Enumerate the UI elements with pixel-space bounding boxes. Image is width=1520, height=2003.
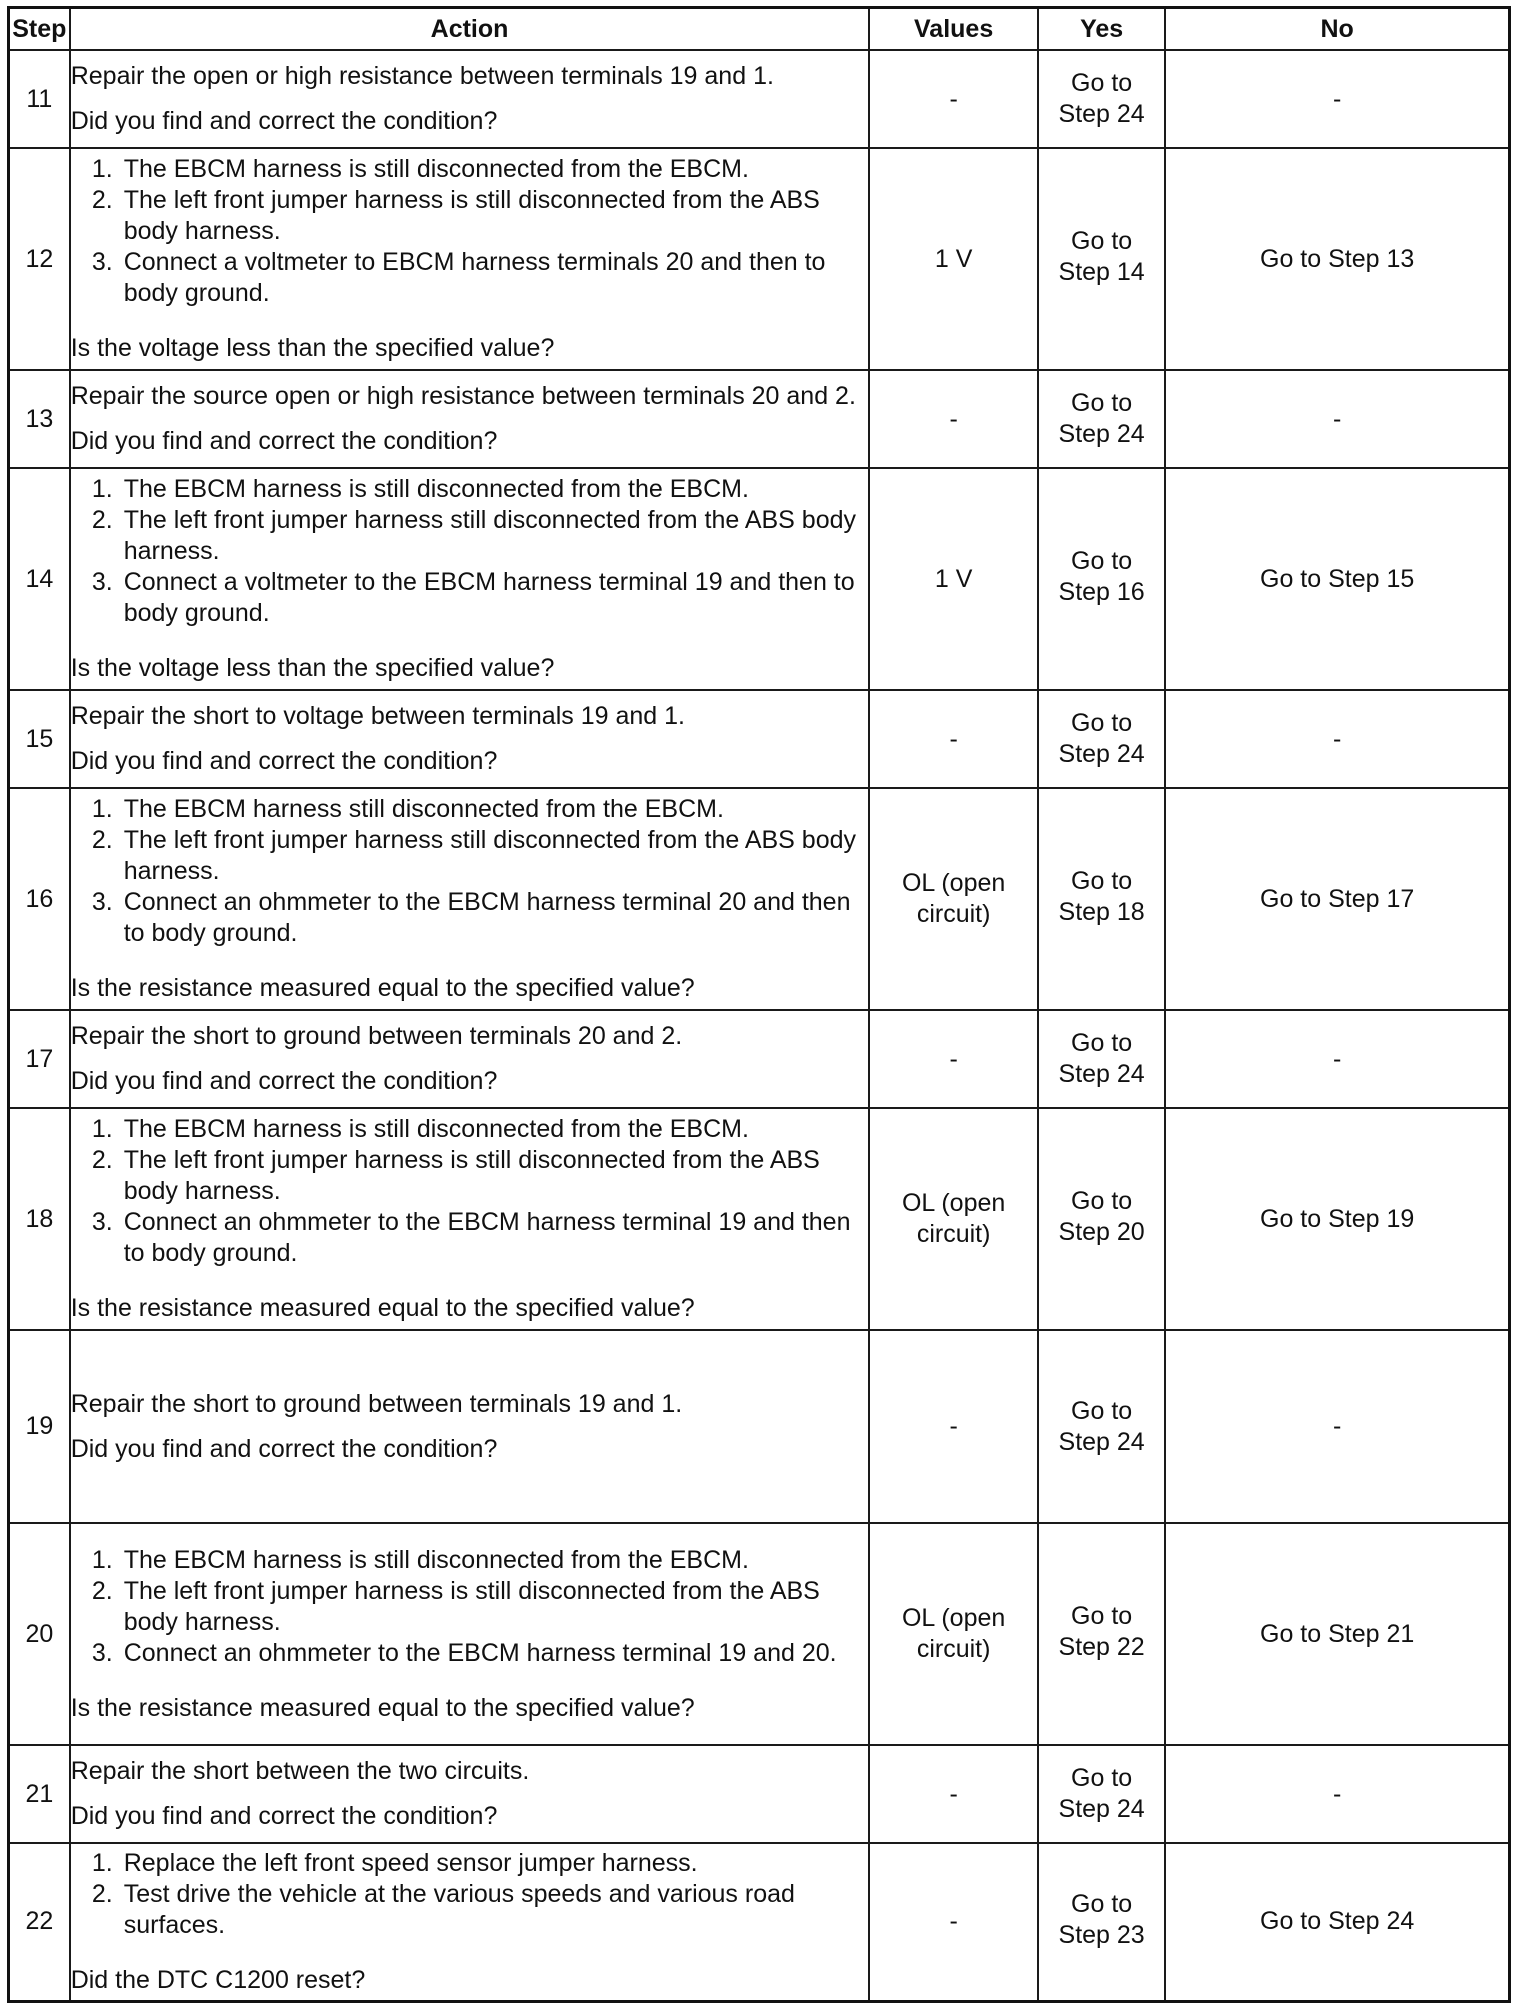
action-step-item: 2. The left front jumper harness is still disconnected from the ABS body harness. (120, 1576, 869, 1638)
action-steps-list (71, 474, 869, 629)
action-cell (70, 1523, 870, 1745)
table-row (9, 690, 1510, 788)
yes-cell: Go to Step 24 (1038, 1745, 1165, 1843)
repair-instruction: Repair the short between the two circuits. (70, 1757, 530, 1785)
action-cell (70, 1330, 870, 1523)
yes-cell: Go to Step 18 (1038, 788, 1165, 1010)
action-question: Is the voltage less than the specified value? (70, 334, 555, 362)
step-number: 21 (9, 1745, 70, 1843)
action-cell (70, 1843, 870, 2001)
yes-cell: Go to Step 24 (1038, 690, 1165, 788)
yes-cell: Go to Step 22 (1038, 1523, 1165, 1745)
value-cell: - (869, 1010, 1038, 1108)
action-question: Did you find and correct the condition? (70, 427, 498, 455)
value-cell: OL (open circuit) (869, 1108, 1038, 1330)
table-row (9, 50, 1510, 148)
value-cell: - (869, 1330, 1038, 1523)
no-cell: - (1165, 1745, 1509, 1843)
step-number: 13 (9, 370, 70, 468)
value-cell: - (869, 50, 1038, 148)
action-steps-list (71, 154, 869, 309)
action-step-item: 2. Test drive the vehicle at the various speeds and various road surfaces. (120, 1879, 869, 1941)
table-row (9, 1108, 1510, 1330)
action-question: Did you find and correct the condition? (70, 1434, 498, 1463)
action-cell (70, 1010, 870, 1108)
value-cell: - (869, 690, 1038, 788)
header-no: No (1165, 8, 1509, 51)
action-steps-list (71, 1114, 869, 1269)
step-number: 20 (9, 1523, 70, 1745)
step-number: 17 (9, 1010, 70, 1108)
step-number: 18 (9, 1108, 70, 1330)
repair-instruction: Repair the short to ground between terminals 20 and 2. (70, 1022, 683, 1050)
action-question: Is the resistance measured equal to the specified value? (70, 1693, 695, 1722)
table-row (9, 148, 1510, 370)
action-step-item: 1. The EBCM harness is still disconnected from the EBCM. (120, 154, 869, 185)
yes-cell: Go to Step 24 (1038, 50, 1165, 148)
table-row (9, 370, 1510, 468)
value-cell: OL (open circuit) (869, 1523, 1038, 1745)
action-question: Did you find and correct the condition? (70, 107, 498, 135)
action-question: Did you find and correct the condition? (70, 747, 498, 775)
yes-cell: Go to Step 23 (1038, 1843, 1165, 2001)
action-step-item: 1. The EBCM harness is still disconnected from the EBCM. (120, 1545, 869, 1576)
action-steps-list (71, 1848, 869, 1941)
action-step-item: 2. The left front jumper harness still disconnected from the ABS body harness. (120, 505, 869, 567)
action-cell (70, 370, 870, 468)
diagnostic-table (7, 6, 1511, 2003)
value-cell: - (869, 1843, 1038, 2001)
no-cell: - (1165, 690, 1509, 788)
value-cell: 1 V (869, 148, 1038, 370)
header-action: Action (70, 8, 870, 51)
header-yes: Yes (1038, 8, 1165, 51)
table-row (9, 1330, 1510, 1523)
action-step-item: 1. The EBCM harness is still disconnected from the EBCM. (120, 1114, 869, 1145)
step-number: 16 (9, 788, 70, 1010)
action-cell (70, 468, 870, 690)
action-cell (70, 50, 870, 148)
action-cell (70, 1108, 870, 1330)
action-step-item: 3. Connect a voltmeter to EBCM harness terminals 20 and then to body ground. (120, 247, 869, 309)
table-row (9, 1010, 1510, 1108)
action-cell (70, 788, 870, 1010)
action-step-item: 2. The left front jumper harness is still disconnected from the ABS body harness. (120, 185, 869, 247)
table-row (9, 1523, 1510, 1745)
action-step-item: 1. The EBCM harness still disconnected from the EBCM. (120, 794, 869, 825)
action-steps-list (71, 794, 869, 949)
value-cell: - (869, 1745, 1038, 1843)
yes-cell: Go to Step 24 (1038, 370, 1165, 468)
no-cell: - (1165, 1330, 1509, 1523)
action-step-item: 3. Connect an ohmmeter to the EBCM harness terminal 19 and 20. (120, 1638, 869, 1669)
repair-instruction: Repair the short to voltage between terminals 19 and 1. (70, 702, 685, 730)
no-cell: Go to Step 13 (1165, 148, 1509, 370)
action-question: Is the resistance measured equal to the specified value? (70, 974, 695, 1002)
yes-cell: Go to Step 16 (1038, 468, 1165, 690)
action-step-item: 2. The left front jumper harness still disconnected from the ABS body harness. (120, 825, 869, 887)
step-number: 22 (9, 1843, 70, 2001)
table-row (9, 1843, 1510, 2001)
step-number: 15 (9, 690, 70, 788)
action-steps-list (71, 1545, 869, 1669)
step-number: 14 (9, 468, 70, 690)
value-cell: 1 V (869, 468, 1038, 690)
no-cell: Go to Step 17 (1165, 788, 1509, 1010)
action-cell (70, 148, 870, 370)
action-question: Is the resistance measured equal to the specified value? (70, 1294, 695, 1322)
repair-instruction: Repair the source open or high resistance between terminals 20 and 2. (70, 382, 856, 410)
action-cell (70, 690, 870, 788)
table-row (9, 788, 1510, 1010)
no-cell: Go to Step 15 (1165, 468, 1509, 690)
yes-cell: Go to Step 20 (1038, 1108, 1165, 1330)
value-cell: OL (open circuit) (869, 788, 1038, 1010)
action-question: Did you find and correct the condition? (70, 1067, 498, 1095)
action-step-item: 3. Connect a voltmeter to the EBCM harness terminal 19 and then to body ground. (120, 567, 869, 629)
step-number: 19 (9, 1330, 70, 1523)
value-cell: - (869, 370, 1038, 468)
action-step-item: 3. Connect an ohmmeter to the EBCM harness terminal 20 and then to body ground. (120, 887, 869, 949)
table-body (9, 50, 1510, 2001)
header-values: Values (869, 8, 1038, 51)
table-row (9, 468, 1510, 690)
no-cell: Go to Step 24 (1165, 1843, 1509, 2001)
action-step-item: 1. Replace the left front speed sensor jumper harness. (120, 1848, 869, 1879)
action-question: Did you find and correct the condition? (70, 1802, 498, 1830)
header-step: Step (9, 8, 70, 51)
action-question: Did the DTC C1200 reset? (70, 1965, 366, 1994)
repair-instruction: Repair the open or high resistance between terminals 19 and 1. (70, 62, 774, 90)
no-cell: Go to Step 19 (1165, 1108, 1509, 1330)
no-cell: - (1165, 370, 1509, 468)
no-cell: - (1165, 1010, 1509, 1108)
action-step-item: 1. The EBCM harness is still disconnected from the EBCM. (120, 474, 869, 505)
yes-cell: Go to Step 14 (1038, 148, 1165, 370)
action-question: Is the voltage less than the specified value? (70, 654, 555, 682)
table-header-row (9, 8, 1510, 51)
no-cell: - (1165, 50, 1509, 148)
action-cell (70, 1745, 870, 1843)
yes-cell: Go to Step 24 (1038, 1010, 1165, 1108)
action-step-item: 3. Connect an ohmmeter to the EBCM harness terminal 19 and then to body ground. (120, 1207, 869, 1269)
step-number: 12 (9, 148, 70, 370)
repair-instruction: Repair the short to ground between terminals 19 and 1. (70, 1389, 683, 1418)
step-number: 11 (9, 50, 70, 148)
no-cell: Go to Step 21 (1165, 1523, 1509, 1745)
action-step-item: 2. The left front jumper harness is still disconnected from the ABS body harness. (120, 1145, 869, 1207)
table-row (9, 1745, 1510, 1843)
yes-cell: Go to Step 24 (1038, 1330, 1165, 1523)
